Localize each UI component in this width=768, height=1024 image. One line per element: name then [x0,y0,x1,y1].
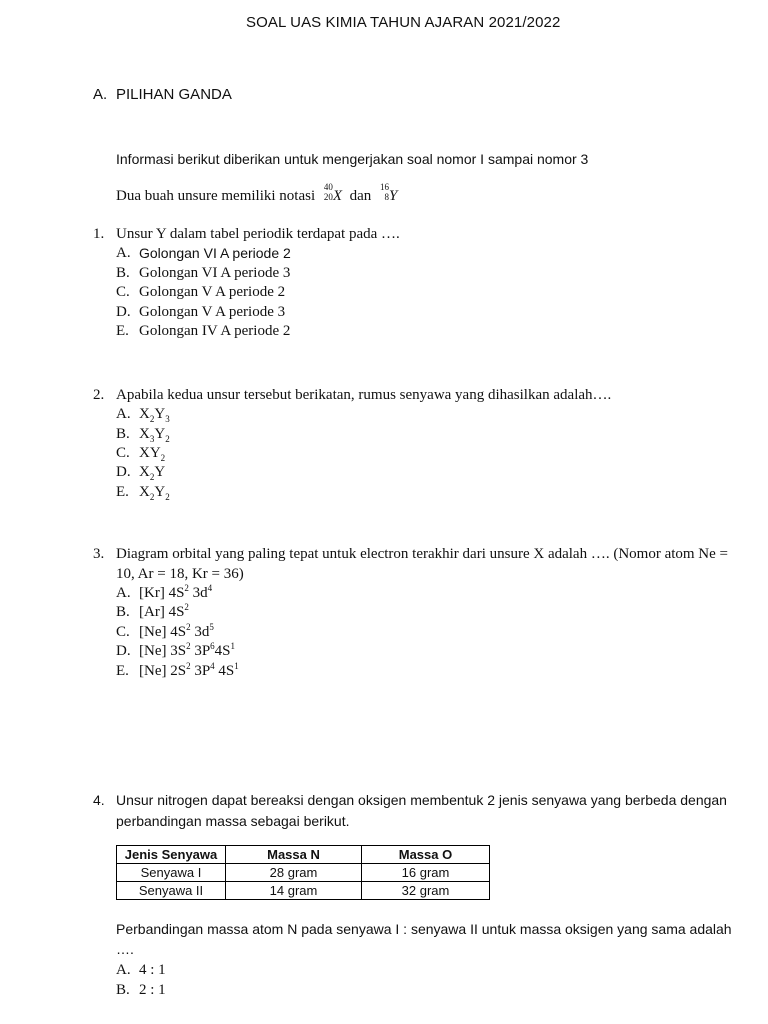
q3-option-c[interactable]: C. [Ne] $4S^2$ $3d^5$ [116,622,214,640]
q2-number: 2. [93,387,105,403]
table-row [117,864,490,882]
symbol-y: Y [388,188,398,204]
q1-option-c[interactable]: C. Golongan V A periode 2 [116,284,286,300]
q2-text: Apabila kedua unsur tersebut berikatan, rumus senyawa yang dihasilkan adalah…. [116,387,612,403]
q4-option-b[interactable]: B. 2 : 1 [116,982,166,998]
info-intro: Informasi berikut diberikan untuk mengerjakan soal nomor I sampai nomor 3 [116,151,589,167]
q4-text-line1: Unsur nitrogen dapat bereaksi dengan oksigen membentuk 2 jenis senyawa yang berbeda dengan [116,792,727,808]
q1-option-a[interactable]: A. Golongan VI A periode 2 [116,245,291,261]
notation-prefix: Dua buah unsure memiliki notasi [116,188,316,204]
q4-number: 4. [93,792,105,808]
table-header-row [117,846,490,864]
nuclide-x-prefix: 40 20 [323,182,333,202]
q4-question-line2: …. [116,941,134,957]
page-title: SOAL UAS KIMIA TAHUN AJARAN 2021/2022 [246,14,561,31]
q1-number: 1. [93,226,105,242]
q2-option-b[interactable]: B. $X_3Y_2$ [116,426,170,444]
q1-option-e[interactable]: E. Golongan IV A periode 2 [116,323,291,339]
q4-option-a[interactable]: A. 4 : 1 [116,962,166,978]
q3-text-line1: Diagram orbital yang paling tepat untuk electron terakhir dari unsure X adalah …. (Nomor atom Ne = [116,546,729,562]
q3-number: 3. [93,546,105,562]
q4-text-line2: perbandingan massa sebagai berikut. [116,813,350,829]
table-cell: 32 gram [362,882,490,900]
q2-option-e[interactable]: E. $X_2Y_2$ [116,484,170,502]
mass-table [116,845,490,900]
q3-option-b[interactable]: B. [Ar] $4S^2$ [116,602,189,620]
section-label: A. [93,86,108,103]
q3-option-e[interactable]: E. [Ne] $2S^2$ $3P^4$ $4S^1$ [116,661,239,679]
table-cell: 14 gram [226,882,362,900]
section-title: PILIHAN GANDA [116,86,232,103]
q1-option-d[interactable]: D. Golongan V A periode 3 [116,304,286,320]
q2-option-a[interactable]: A. $X_2Y_3$ [116,406,170,424]
table-cell: Senyawa I [117,864,226,882]
q3-option-a[interactable]: A. [Kr] $4S^2$ $3d^4$ [116,583,213,601]
table-header: Massa O [362,846,490,864]
info-notation [116,182,398,205]
q2-option-c[interactable]: C. $XY_2$ [116,445,166,463]
q4-question-line1: Perbandingan massa atom N pada senyawa I : senyawa II untuk massa oksigen yang sama adalah [116,921,732,937]
table-cell: 16 gram [362,864,490,882]
nuclide-y-prefix: 16 8 [379,182,389,202]
q3-text-line2: 10, Ar = 18, Kr = 36) [116,566,244,582]
q3-option-d[interactable]: D. [Ne] $3S^2$ $3P^64S^1$ [116,641,236,659]
symbol-x: X [332,188,343,204]
table-cell: Senyawa II [117,882,226,900]
q1-text: Unsur Y dalam tabel periodik terdapat pada …. [116,226,400,242]
table-cell: 28 gram [226,864,362,882]
q2-option-d[interactable]: D. $X_2Y$ [116,464,166,482]
table-row [117,882,490,900]
table-header: Jenis Senyawa [117,846,226,864]
table-header: Massa N [226,846,362,864]
q1-option-b[interactable]: B. Golongan VI A periode 3 [116,265,291,281]
notation-conj: dan [349,188,372,204]
